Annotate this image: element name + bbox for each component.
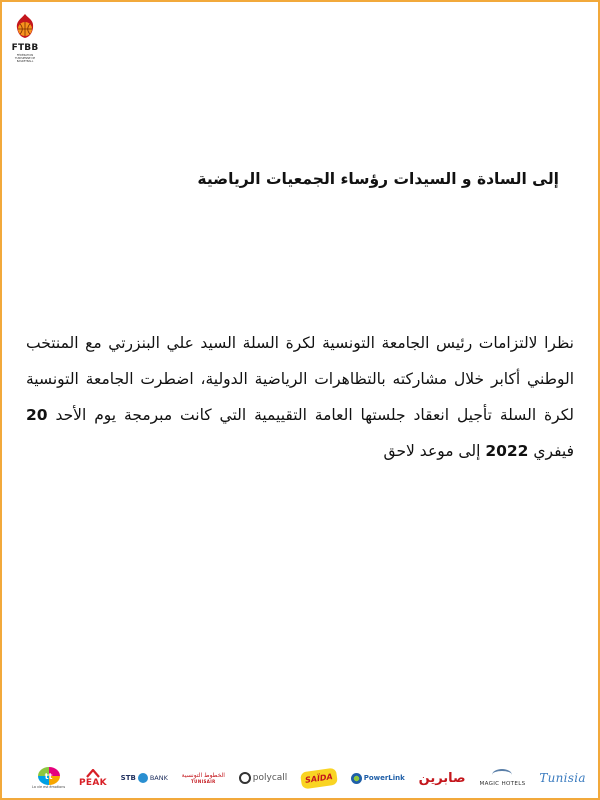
sponsor-tunisair	[182, 772, 225, 784]
stb-name: STB	[120, 774, 136, 782]
sponsor-stb-bank	[121, 773, 168, 783]
letter-body-part2: فيفري	[528, 442, 574, 460]
sponsor-tunisia: Tunisia	[539, 771, 586, 785]
tunisair-arabic: الخطوط التونسية	[181, 772, 225, 779]
sponsor-sabrine: صابرين	[418, 770, 466, 786]
tunisie-telecom-icon: tt	[38, 767, 60, 785]
letter-body-part1: نظرا لالتزامات رئيس الجامعة التونسية لكرة السلة السيد علي البنزرتي مع المنتخب الوطني أكابر خلال مشاركته بالتظاهرات الرياضية الدولية، اضطرت الجامعة التونسية لكرة السلة تأجيل انعقاد جلستها العامة التقييمية التي كانت مبرمجة يوم الأحد	[26, 334, 574, 424]
tunisair-latin: TUNISAIR	[191, 779, 216, 784]
letter-salutation: إلى السادة و السيدات رؤساء الجمعيات الرياضية	[197, 170, 559, 188]
powerlink-icon	[351, 773, 362, 784]
letter-body-year: 2022	[485, 442, 529, 460]
sponsor-strip	[32, 762, 586, 794]
sponsor-saida: SAÏDA	[300, 767, 338, 789]
ftbb-logo-subtitle: FÉDÉRATION TUNISIENNE DE BASKETBALL	[14, 54, 36, 63]
letter-body-part3: إلى موعد لاحق	[383, 442, 486, 460]
globe-icon	[138, 773, 148, 783]
polycall-name: polycall	[252, 773, 288, 783]
basketball-flame-icon	[11, 12, 39, 42]
letter-body	[26, 325, 574, 469]
letter-body-day: 20	[26, 406, 48, 424]
peak-icon	[86, 769, 100, 778]
sponsor-peak	[79, 769, 107, 788]
magic-hotels-name: MAGIC HOTELS	[479, 781, 526, 787]
sponsor-polycall	[239, 772, 288, 784]
sponsor-powerlink	[351, 773, 405, 784]
polycall-icon	[239, 772, 251, 784]
magic-hotels-icon	[492, 769, 512, 781]
powerlink-name: PowerLink	[363, 774, 405, 782]
ftbb-logo	[8, 12, 42, 72]
ftbb-logo-text: FTBB	[11, 43, 39, 53]
sponsor-tunisie-telecom	[32, 767, 65, 789]
sponsor-magic-hotels	[479, 769, 525, 787]
stb-bank-label: BANK	[149, 774, 168, 782]
peak-name: PEAK	[78, 777, 107, 788]
tunisie-telecom-caption: La vie est émotions	[32, 785, 66, 789]
